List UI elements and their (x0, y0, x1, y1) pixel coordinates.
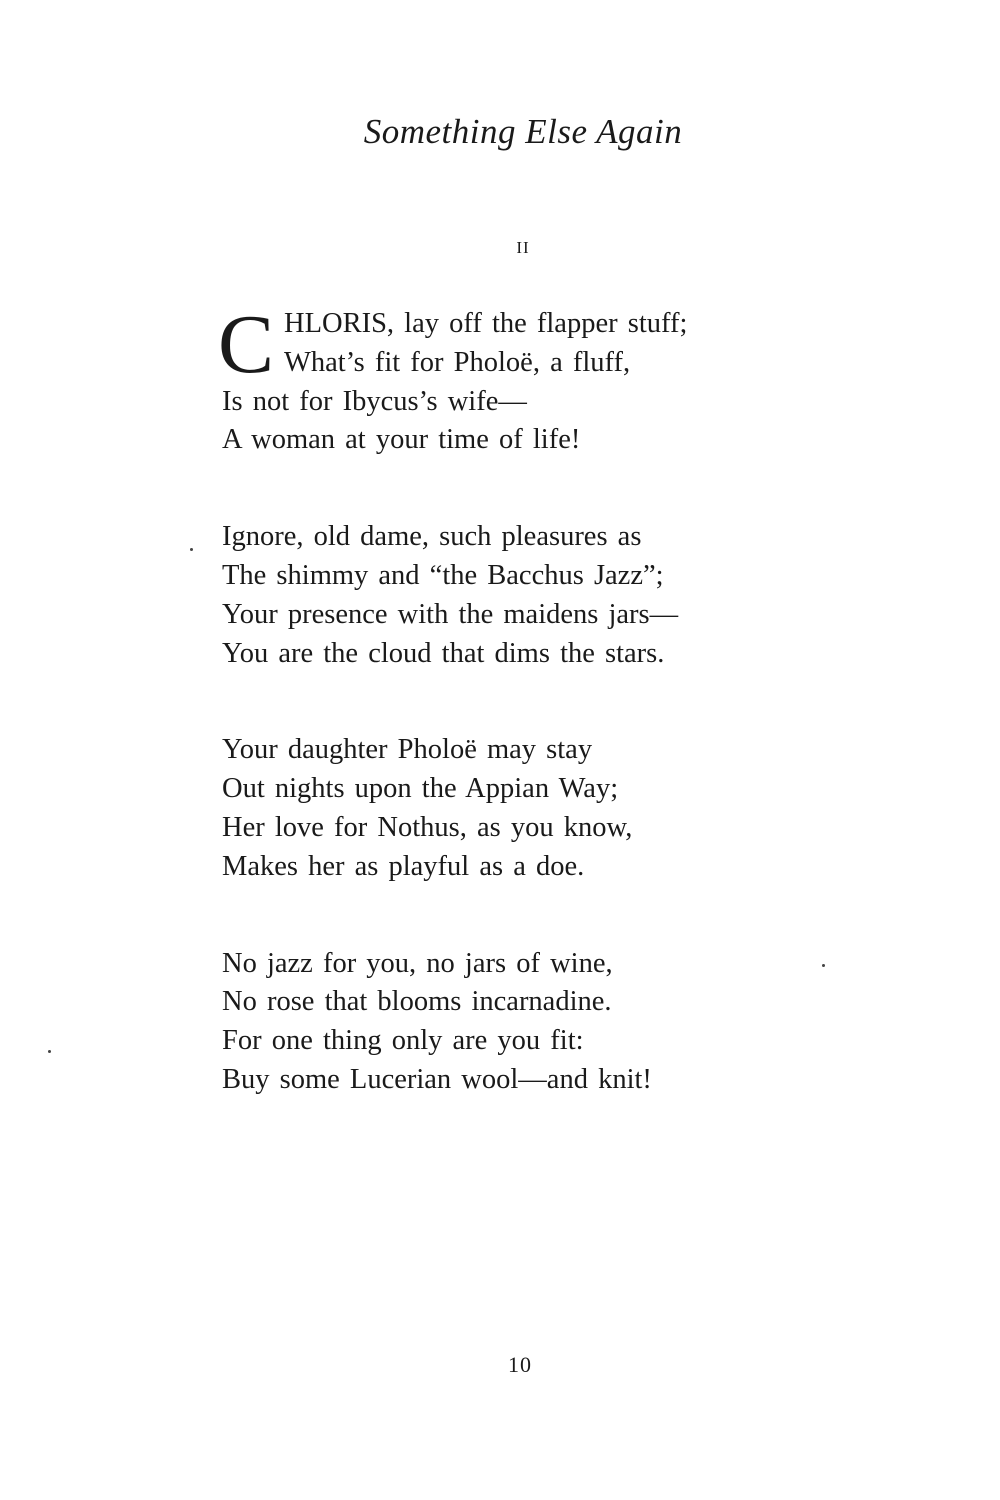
poem-line: Is not for Ibycus’s wife— (222, 385, 527, 417)
section-number: II (516, 238, 530, 257)
poem-line: Out nights upon the Appian Way; (222, 773, 619, 805)
poem-line: The shimmy and “the Bacchus Jazz”; (222, 559, 664, 591)
drop-cap: C (218, 298, 275, 391)
stanza-1 (218, 298, 862, 460)
poem-line: Makes her as playful as a doe. (222, 850, 585, 882)
opening-line-block (218, 298, 862, 391)
poem-line: What’s fit for Pholoë, a fluff, (284, 346, 631, 378)
poem-line: HLORIS, lay off the flapper stuff; (284, 308, 688, 339)
poem-line: Her love for Nothus, as you know, (222, 811, 633, 843)
poem-line: You are the cloud that dims the stars. (222, 637, 665, 669)
poem-line: Your daughter Pholoë may stay (222, 734, 593, 766)
poem (218, 298, 862, 1100)
poem-line: No jazz for you, no jars of wine, (222, 947, 613, 979)
page-number: 10 (508, 1352, 532, 1377)
print-speck (190, 548, 193, 551)
stanza-3 (222, 731, 862, 886)
stanza-2 (222, 518, 862, 673)
poem-line: Your presence with the maidens jars— (222, 598, 679, 630)
print-speck (822, 964, 825, 967)
stanza-4 (222, 945, 862, 1100)
poem-line: Ignore, old dame, such pleasures as (222, 521, 642, 553)
poem-line: A woman at your time of life! (222, 424, 581, 456)
poem-line: For one thing only are you fit: (222, 1025, 584, 1057)
print-speck (48, 1050, 51, 1053)
poem-line: No rose that blooms incarnadine. (222, 986, 612, 1018)
running-title: Something Else Again (363, 112, 683, 151)
poem-line: Buy some Lucerian wool—and knit! (222, 1063, 652, 1095)
